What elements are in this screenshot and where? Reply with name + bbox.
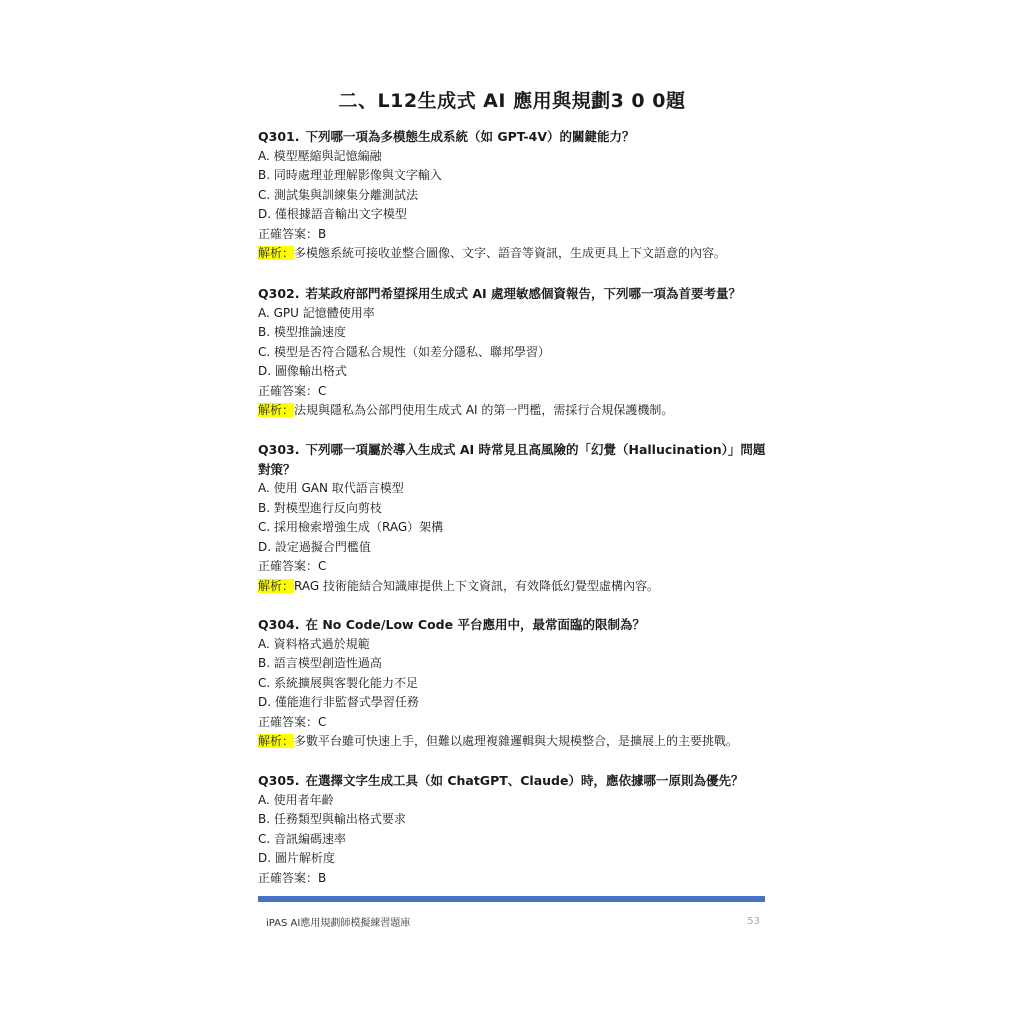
- analysis-label: 解析：: [258, 403, 295, 417]
- answer: 正確答案：C: [258, 383, 327, 398]
- question-number: Q304.: [258, 617, 300, 632]
- option: A. 模型壓縮與記憶編融: [258, 148, 382, 163]
- question-stem: 在選擇文字生成工具（如 ChatGPT、Claude）時，應依據哪一原則為優先？: [305, 773, 744, 788]
- question-block: [258, 771, 768, 888]
- option: C. 音訊編碼速率: [258, 831, 347, 846]
- page-title: 二、L12生成式 AI 應用與規劃3 0 0題: [338, 90, 686, 112]
- analysis: [258, 401, 768, 421]
- question-text: [258, 284, 768, 304]
- question-block: [258, 440, 768, 596]
- option: D. 僅根據語音輸出文字模型: [258, 207, 407, 221]
- option: D. 設定過擬合門檻值: [258, 539, 371, 554]
- analysis: [258, 244, 768, 264]
- question-stem: 若某政府部門希望採用生成式 AI 處理敏感個資報告，下列哪一項為首要考量？: [305, 286, 741, 301]
- option: D. 圖像輸出格式: [258, 364, 347, 378]
- page-number: 53: [747, 916, 760, 927]
- footer-divider: [258, 896, 765, 902]
- option: D. 圖片解析度: [258, 851, 335, 865]
- question-number: Q302.: [258, 286, 300, 301]
- option: A. 使用 GAN 取代語言模型: [258, 481, 404, 495]
- answer: 正確答案：C: [258, 714, 327, 729]
- analysis-label: 解析：: [258, 578, 295, 593]
- question-stem: 在 No Code/Low Code 平台應用中，最常面臨的限制為？: [305, 617, 645, 632]
- analysis-text: 法規與隱私為公部門使用生成式 AI 的第一門檻，需採行合規保護機制。: [294, 403, 674, 417]
- option: C. 模型是否符合隱私合規性（如差分隱私、聯邦學習）: [258, 344, 551, 359]
- analysis-text: 多模態系統可接收並整合圖像、文字、語音等資訊，生成更具上下文語意的內容。: [294, 246, 727, 260]
- option: D. 僅能進行非監督式學習任務: [258, 695, 419, 709]
- question-text: [258, 771, 768, 791]
- analysis: [258, 577, 768, 597]
- answer: 正確答案：B: [258, 226, 327, 241]
- analysis-text: 多數平台雖可快速上手，但難以處理複雜邏輯與大規模整合，是擴展上的主要挑戰。: [294, 734, 739, 748]
- option: A. 資料格式過於規範: [258, 636, 370, 651]
- footer-title: iPAS AI應用規劃師模擬練習題庫: [266, 918, 411, 929]
- option: B. 語言模型創造性過高: [258, 656, 382, 670]
- option: B. 模型推論速度: [258, 325, 346, 339]
- question-stem: 下列哪一項屬於導入生成式 AI 時常見且高風險的「幻覺（Hallucination）」問題對策？: [258, 442, 766, 477]
- analysis: [258, 732, 768, 752]
- question-block: [258, 615, 768, 752]
- question-block: [258, 127, 768, 264]
- option: B. 對模型進行反向剪枝: [258, 500, 382, 515]
- option: A. GPU 記憶體使用率: [258, 305, 375, 320]
- option: C. 測試集與訓練集分離測試法: [258, 187, 419, 202]
- question-number: Q303.: [258, 442, 300, 457]
- option: C. 採用檢索增強生成（RAG）架構: [258, 520, 444, 534]
- analysis-label: 解析：: [258, 734, 295, 748]
- answer: 正確答案：C: [258, 559, 327, 573]
- option: B. 任務類型與輸出格式要求: [258, 812, 406, 826]
- question-text: [258, 127, 768, 147]
- option: C. 系統擴展與客製化能力不足: [258, 675, 419, 690]
- question-stem: 下列哪一項為多模態生成系統（如 GPT-4V）的關鍵能力？: [305, 129, 635, 144]
- option: B. 同時處理並理解影像與文字輸入: [258, 168, 442, 182]
- option: A. 使用者年齡: [258, 792, 334, 807]
- question-text: [258, 440, 768, 479]
- analysis-text: RAG 技術能結合知識庫提供上下文資訊，有效降低幻覺型虛構內容。: [294, 578, 659, 593]
- answer: 正確答案：B: [258, 870, 327, 885]
- question-block: [258, 284, 768, 421]
- analysis-label: 解析：: [258, 246, 295, 260]
- question-text: [258, 615, 768, 635]
- question-number: Q301.: [258, 129, 300, 144]
- question-number: Q305.: [258, 773, 300, 788]
